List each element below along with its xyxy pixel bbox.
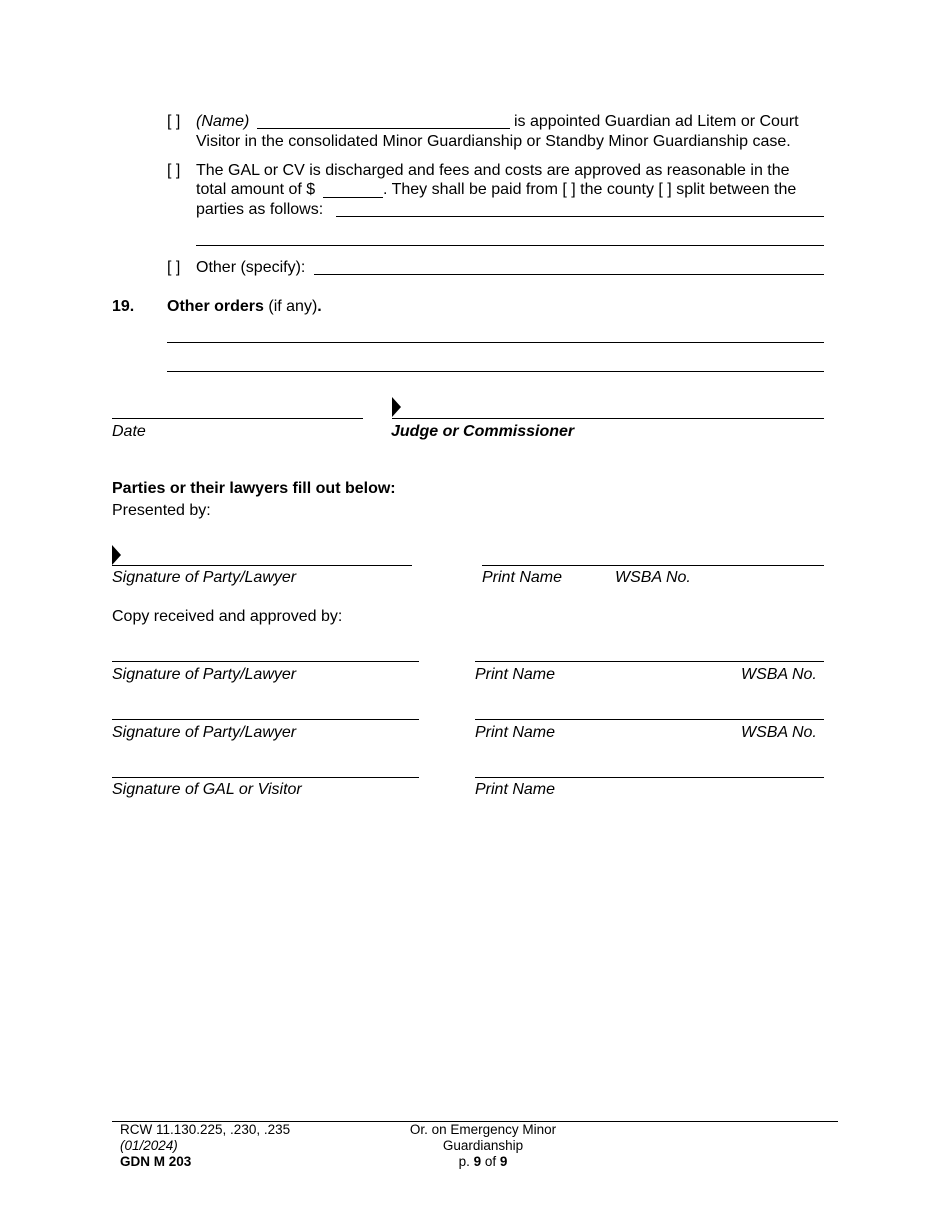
other-orders-line-2[interactable] (167, 371, 824, 372)
party-2-print-name-field[interactable] (475, 719, 824, 720)
presenter-print-name-field[interactable] (482, 565, 824, 566)
footer-date: (01/2024) (120, 1138, 178, 1153)
footer-page-total: 9 (499, 1154, 508, 1169)
presenter-wsba-label: WSBA No. (615, 569, 691, 586)
footer-form-id: GDN M 203 (120, 1154, 192, 1169)
section-19-suffix: (if any) (268, 298, 318, 315)
checkbox-gal-discharged[interactable]: [ ] (167, 162, 181, 179)
party-2-wsba-label: WSBA No. (741, 724, 817, 741)
section-19-period: . (317, 298, 322, 315)
footer-page-prefix: p. (458, 1154, 470, 1169)
footer-rcw: RCW 11.130.225, .230, .235 (120, 1122, 291, 1137)
split-field-line-2[interactable] (196, 245, 824, 246)
presented-by-label: Presented by: (112, 502, 211, 519)
party-1-signature-field[interactable] (112, 661, 419, 662)
appointed-text-2: Visitor in the consolidated Minor Guardianship or Standby Minor Guardianship case. (196, 133, 791, 150)
sign-here-arrow-icon (392, 397, 401, 417)
footer-center (383, 1122, 583, 1170)
footer-left (120, 1122, 290, 1170)
party-2-print-name-label: Print Name (475, 724, 556, 741)
appointed-text-1: is appointed Guardian ad Litem or Court (514, 113, 799, 130)
gal-print-name-field[interactable] (475, 777, 824, 778)
presenter-print-name-label: Print Name (482, 569, 563, 586)
name-label: (Name) (196, 113, 250, 130)
discharged-text-1: The GAL or CV is discharged and fees and costs are approved as reasonable in the (196, 162, 790, 179)
gal-signature-field[interactable] (112, 777, 419, 778)
gal-signature-label: Signature of GAL or Visitor (112, 781, 302, 798)
footer-title-1: Or. on Emergency Minor (409, 1122, 557, 1137)
discharged-text-2b: . They shall be paid from [ ] the county [ ] split between the (383, 181, 797, 198)
section-19-number: 19. (112, 298, 135, 315)
presenter-signature-label: Signature of Party/Lawyer (112, 569, 297, 586)
party-1-signature-label: Signature of Party/Lawyer (112, 666, 297, 683)
parties-heading: Parties or their lawyers fill out below: (112, 480, 396, 497)
checkbox-gal-appointed[interactable]: [ ] (167, 113, 181, 130)
gal-print-name-label: Print Name (475, 781, 556, 798)
footer-page-of: of (484, 1154, 497, 1169)
split-field-line-1[interactable] (336, 216, 824, 217)
party-1-wsba-label: WSBA No. (741, 666, 817, 683)
other-label: Other (specify): (196, 259, 306, 276)
fees-amount-field[interactable] (323, 197, 383, 198)
section-19-title: Other orders (167, 298, 264, 315)
footer-page (383, 1154, 583, 1170)
other-orders-line-1[interactable] (167, 342, 824, 343)
footer-title-2: Guardianship (442, 1138, 524, 1153)
party-1-print-name-label: Print Name (475, 666, 556, 683)
presenter-signature-field[interactable] (112, 565, 412, 566)
judge-signature-field[interactable] (392, 418, 824, 419)
gal-name-field[interactable] (257, 128, 510, 129)
party-2-signature-label: Signature of Party/Lawyer (112, 724, 297, 741)
discharged-text-3: parties as follows: (196, 201, 324, 218)
checkbox-other[interactable]: [ ] (167, 259, 181, 276)
copy-received-label: Copy received and approved by: (112, 608, 343, 625)
sign-here-arrow-icon (112, 545, 121, 565)
discharged-text-2a: total amount of $ (196, 181, 316, 198)
judge-label: Judge or Commissioner (391, 423, 575, 440)
party-2-signature-field[interactable] (112, 719, 419, 720)
date-field[interactable] (112, 418, 363, 419)
section-19-heading (167, 298, 322, 316)
date-label: Date (112, 423, 146, 440)
footer-page-num: 9 (473, 1154, 482, 1169)
other-specify-field[interactable] (314, 274, 824, 275)
party-1-print-name-field[interactable] (475, 661, 824, 662)
